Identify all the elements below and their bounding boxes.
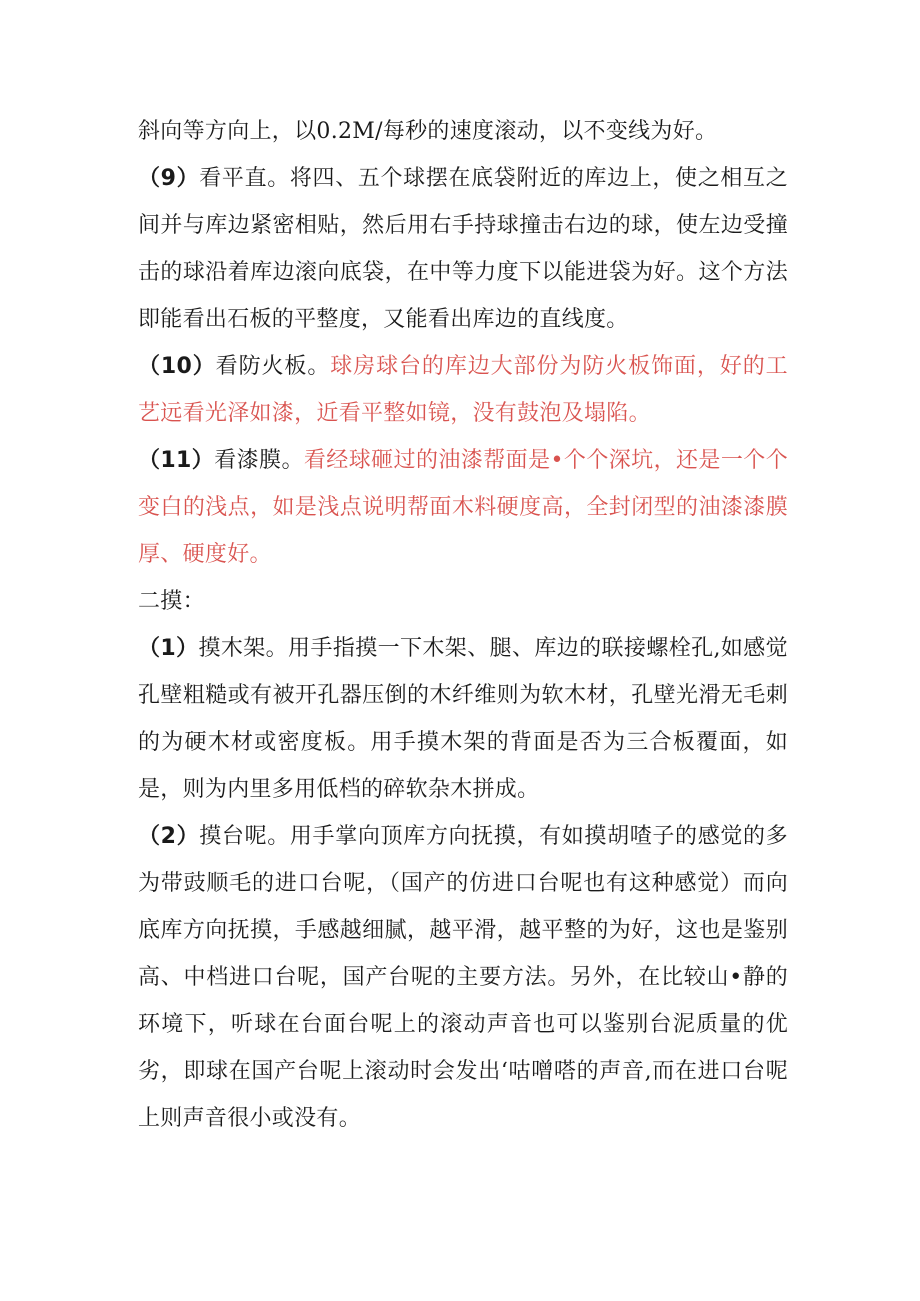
paragraph-10-marker: （10） [138, 354, 216, 379]
paragraph-10-title: 看防火板。 [215, 354, 331, 379]
section-2-heading [138, 578, 788, 625]
paragraph-11 [138, 437, 788, 578]
paragraph-11-marker: （11） [138, 448, 215, 473]
section-2-heading-text: 二摸： [138, 589, 205, 614]
section-2-paragraph-1-text: 摸木架。用手指摸一下木架、腿、库边的联接螺栓孔,如感觉孔壁粗糙或有被开孔器压倒的木纤维则为软木材，孔壁光滑无毛刺的为硬木材或密度板。用手摸木架的背面是否为三合板覆面，如是，则为内里多用低档的碎软杂木拼成。 [138, 636, 788, 802]
line-1-text: 斜向等方向上，以0.2M/每秒的速度滚动，以不变线为好。 [138, 119, 718, 144]
paragraph-9 [138, 155, 788, 343]
paragraph-continuation [138, 108, 788, 155]
section-2-paragraph-2-text: 摸台呢。用手掌向顶库方向抚摸，有如摸胡喳子的感觉的多为带豉顺毛的进口台呢，（国产的仿进口台呢也有这种感觉）而向底库方向抚摸，手感越细腻，越平滑，越平整的为好，这也是鉴别高、中档进口台呢，国产台呢的主要方法。另外，在比较山•静的环境下，听球在台面台呢上的滚动声音也可以鉴别台泥质量的优劣，即球在国产台呢上滚动时会发出‘咕噌嗒的声音,而在进口台呢上则声音很小或没有。 [138, 824, 788, 1131]
paragraph-9-marker: （9） [138, 166, 200, 191]
paragraph-10-highlight: 球房球台的库边大部份为防火板饰面，好的工艺远看光泽如漆，近看平整如镜，没有鼓泡及塌陷。 [138, 354, 788, 426]
document-body [138, 108, 788, 1142]
paragraph-11-highlight: 看经球砸过的油漆帮面是•个个深坑，还是一个个变白的浅点，如是浅点说明帮面木料硬度高，全封闭型的油漆漆膜厚、硬度好。 [138, 448, 788, 567]
paragraph-9-text: 看平直。将四、五个球摆在底袋附近的库边上，使之相互之间并与库边紧密相贴，然后用右手持球撞击右边的球，使左边受撞击的球沿着库边滚向底袋，在中等力度下以能进袋为好。这个方法即能看出石板的平整度，又能看出库边的直线度。 [138, 166, 788, 332]
section-2-paragraph-1 [138, 625, 788, 813]
paragraph-11-title: 看漆膜。 [214, 448, 304, 473]
section-2-paragraph-2 [138, 813, 788, 1142]
section-2-paragraph-1-marker: （1） [138, 636, 199, 661]
section-2-paragraph-2-marker: （2） [138, 824, 200, 849]
paragraph-10 [138, 343, 788, 437]
